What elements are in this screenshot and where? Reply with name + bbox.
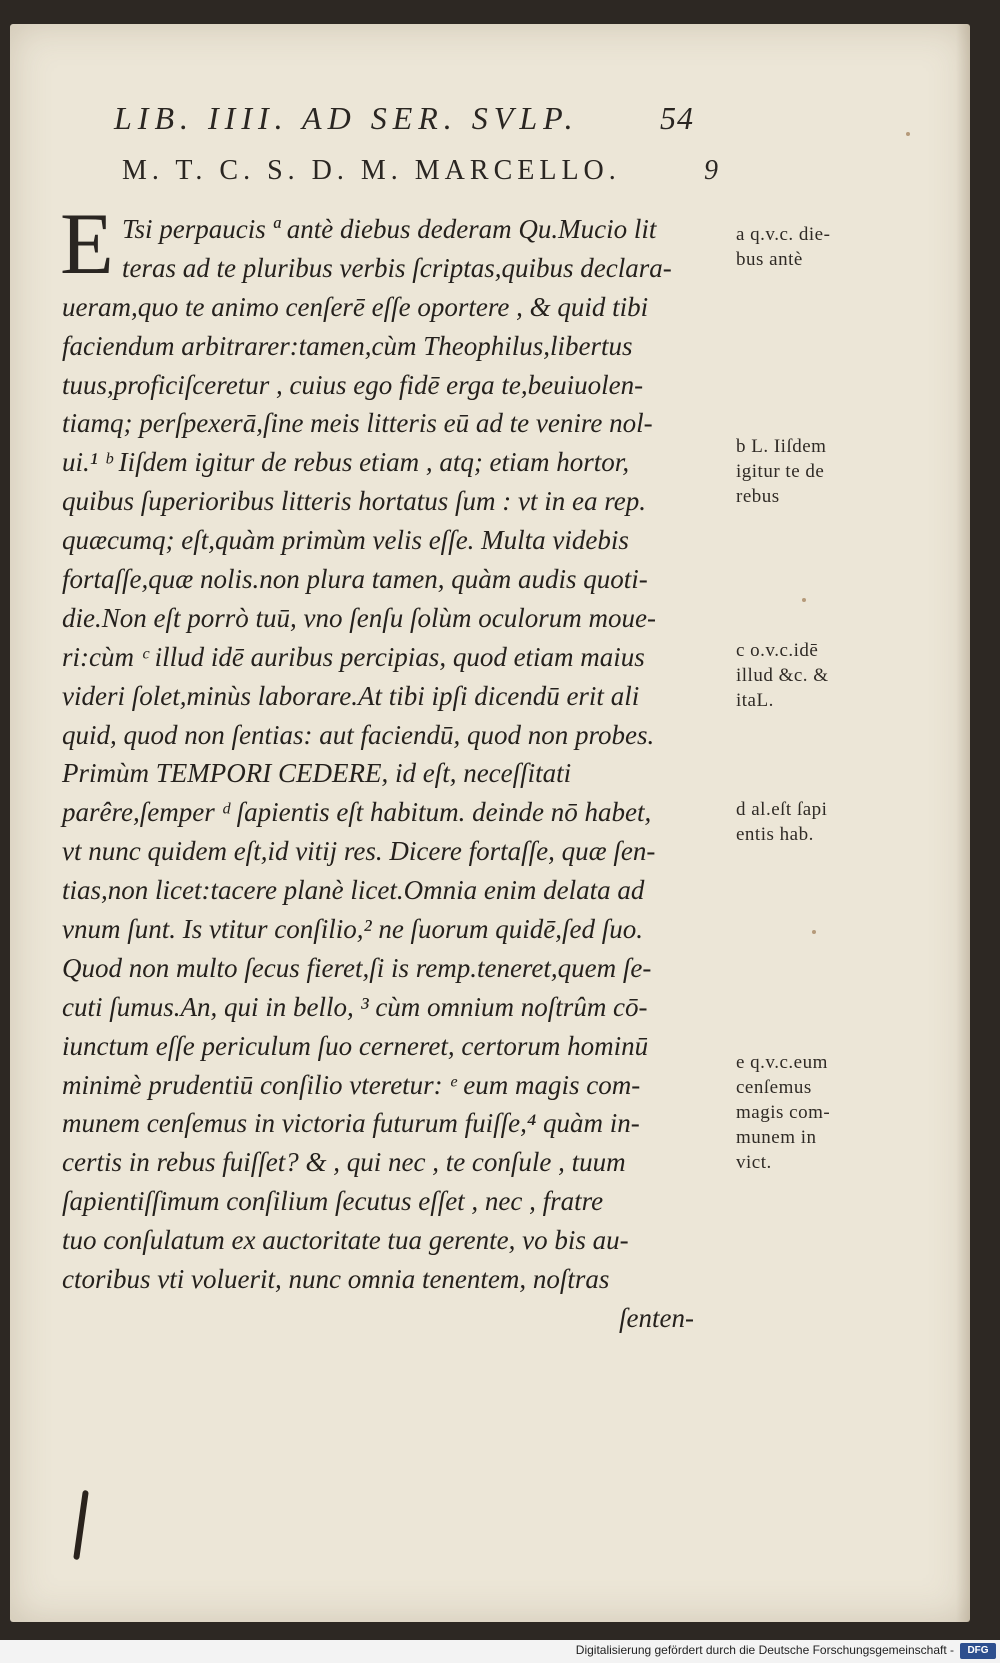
text-line: ueram,quo te animo cenſerē eſſe oportere , & quid tibi [62,291,649,322]
margin-note-text: a q.v.c. die- bus antè [736,224,831,270]
text-line: videri ſolet,minùs laborare.At tibi ipſi dicendū erit ali [62,680,640,711]
margin-note-a [736,222,886,272]
running-head-title: LIB. IIII. AD SER. SVLP. [114,100,579,136]
text-line: ſapientiſſimum conſilium ſecutus eſſet , nec , fratre [62,1186,604,1217]
text-line: munem cenſemus in victoria futurum fuiſſe,⁴ quàm in- [62,1108,640,1139]
letter-title [122,155,718,187]
text-line: parêre,ſemper ᵈ ſapientis eſt habitum. deinde nō habet, [62,797,652,828]
margin-note-e [736,1050,886,1175]
text-line: quid, quod non ſentias: aut faciendū, quod non probes. [62,719,655,750]
dfg-logo: DFG [960,1643,996,1659]
text-line: quæcumq; eſt,quàm primùm velis eſſe. Multa videbis [62,525,629,556]
paper-speck [812,930,816,934]
text-line: ui.¹ ᵇ Iiſdem igitur de rebus etiam , atq; etiam hortor, [62,447,630,478]
margin-note-text: b L. Iiſdem igitur te de rebus [736,436,827,507]
text-line: vnum ſunt. Is vtitur conſilio,² ne ſuorum quidē,ſed ſuo. [62,914,644,945]
text-line: Tsi perpaucis ª antè diebus dederam Qu.Mucio lit [122,214,657,244]
margin-note-text: d al.eſt ſapi entis hab. [736,799,828,845]
funding-credit: Digitalisierung gefördert durch die Deutsche Forschungsgemeinschaft - [575,1643,954,1657]
text-line: faciendum arbitrarer:tamen,cùm Theophilus,libertus [62,330,633,361]
margin-note-c [736,638,886,713]
text-line: vt nunc quidem eſt,id vitij res. Dicere fortaſſe, quæ ſen- [62,836,656,867]
text-line: tuo conſulatum ex auctoritate tua gerente, vo bis au- [62,1225,629,1256]
text-line: cuti ſumus.An, qui in bello, ³ cùm omnium noſtrûm cō- [62,991,648,1022]
text-line: tuus,proficiſceretur , cuius ego fidē erga te,beuiuolen- [62,369,644,400]
letter-body [62,210,722,1338]
text-line: tiamq; perſpexerā,ſine meis litteris eū ad te venire nol- [62,408,653,439]
text-line: quibus ſuperioribus litteris hortatus ſum : vt in ea rep. [62,486,646,517]
drop-cap-initial: E [60,196,114,293]
footer-bar [0,1640,1000,1663]
margin-note-d [736,797,886,847]
paper-speck [906,132,910,136]
text-line: ri:cùm ᶜ illud idē auribus percipias, quod etiam maius [62,641,645,672]
text-line: minimè prudentiū conſilio vteretur: ᵉ eum magis com- [62,1069,641,1100]
running-head [114,100,694,137]
text-line: teras ad te pluribus verbis ſcriptas,quibus declara- [122,252,672,283]
paper-speck [802,598,806,602]
text-line: tias,non licet:tacere planè licet.Omnia enim delata ad [62,875,645,906]
margin-note-b [736,434,886,509]
text-line: Primùm TEMPORI CEDERE, id eſt, neceſſitati [62,758,572,789]
page-edge-shadow [956,24,970,1622]
text-line: Quod non multo ſecus fieret,ſi is remp.teneret,quem ſe- [62,952,652,983]
signature-mark: 9 [704,155,718,186]
text-line: ctoribus vti voluerit, nunc omnia tenentem, noſtras [62,1264,610,1295]
text-line: die.Non eſt porrò tuū, vno ſenſu ſolùm oculorum moue- [62,602,656,633]
text-line: iunctum eſſe periculum ſuo cerneret, certorum hominū [62,1030,649,1061]
text-line: certis in rebus fuiſſet? & , qui nec , te conſule , tuum [62,1147,626,1178]
page-number: 54 [660,100,694,136]
letter-title-text: M. T. C. S. D. M. MARCELLO. [122,155,621,186]
margin-note-text: c o.v.c.idē illud &c. & itaL. [736,640,829,711]
catchword: ſenten- [619,1302,694,1333]
margin-note-text: e q.v.c.eum cenſemus magis com- munem in vict. [736,1052,831,1173]
text-line: fortaſſe,quæ nolis.non plura tamen, quàm audis quoti- [62,564,648,595]
